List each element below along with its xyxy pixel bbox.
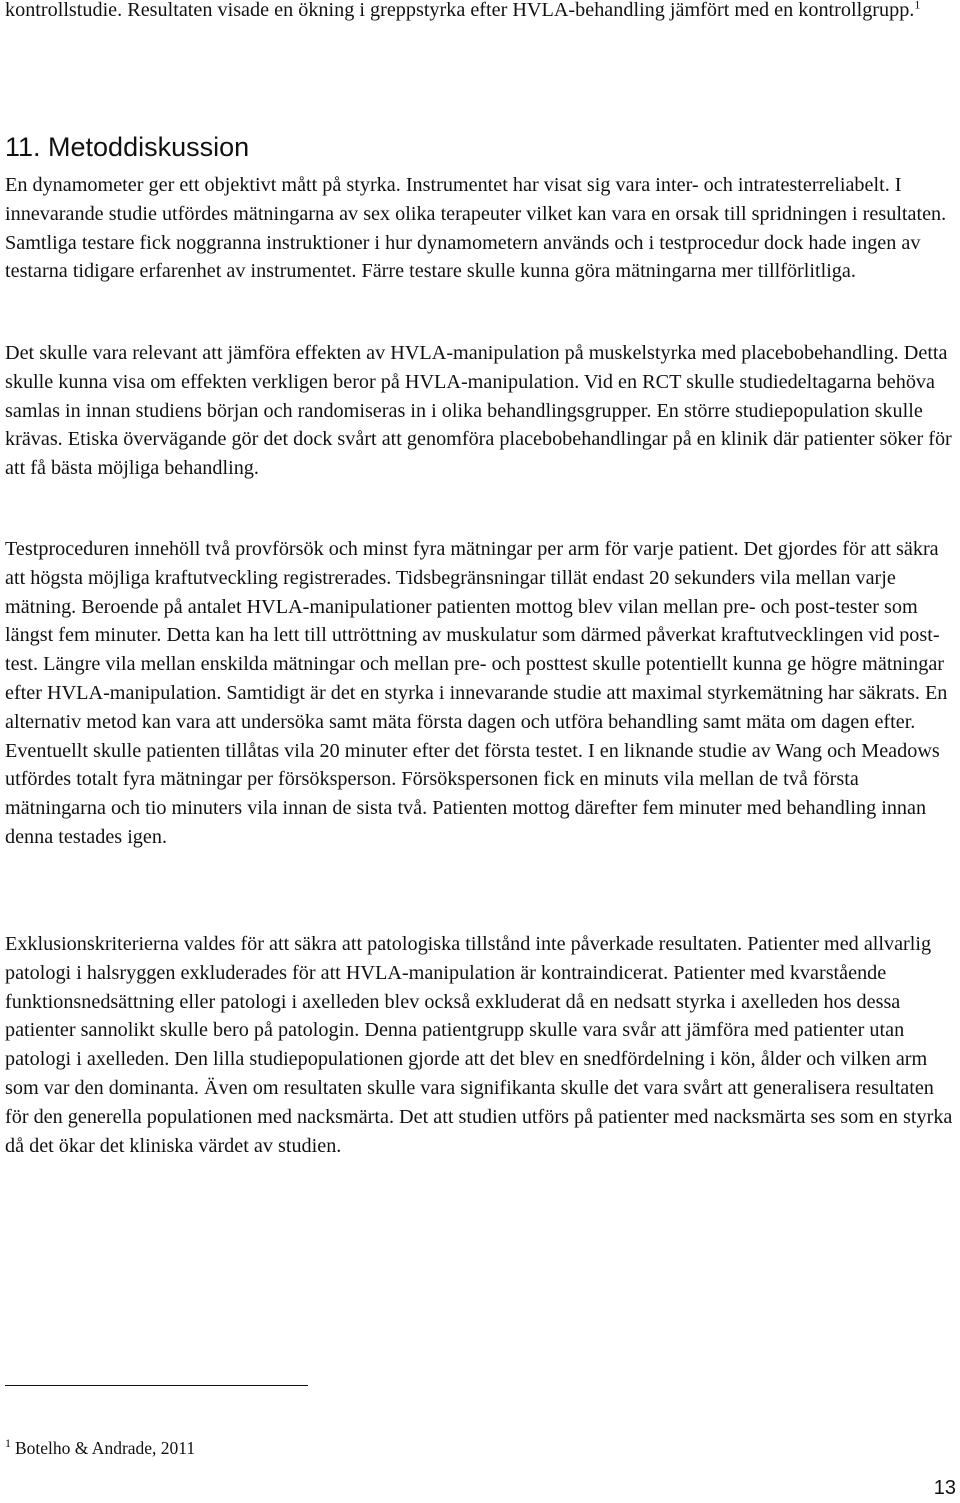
paragraph-test-procedure: Testproceduren innehöll två provförsök och minst fyra mätningar per arm för varje patient. Det gjordes för att säkra att högsta möjliga kraftutveckling registrerades. Tidsbegränsningar tillät endast 20 sekunders vila mellan varje mätning. Beroende på antalet HVLA-manipulationer patienten mottog blev vilan mellan pre- och post-tester som längst fem minuter. Detta kan ha lett till uttröttning av muskulatur som därmed påverkat kraftutvecklingen vid post-test. Längre vila mellan enskilda mätningar och mellan pre- och posttest skulle potentiellt kunna ge högre mätningar efter HVLA-manipulation. Samtidigt är det en styrka i innevarande studie att maximal styrkemätning har säkrats. En alternativ metod kan vara att undersöka samt mäta första dagen och utföra behandling samt mäta om dagen efter. Eventuellt skulle patienten tillåtas vila 20 minuter efter det första testet. I en liknande studie av Wang och Meadows utfördes totalt fyra mätningar per försöksperson. Försökspersonen fick en minuts vila mellan de två första mätningarna och tio minuters vila innan de sista två. Patienten mottog därefter fem minuter med behandling innan denna testades igen. [5,538,948,848]
paragraph-placebo-comparison: Det skulle vara relevant att jämföra effekten av HVLA-manipulation på muskelstyrka med placebobehandling. Detta skulle kunna visa om effekten verkligen beror på HVLA-manipulation. Vid en RCT skulle studiedeltagarna behöva samlas in innan studiens början och randomiseras in i olika behandlingsgrupper. En större studiepopulation skulle krävas. Etiska övervägande gör det dock svårt att genomföra placebobehandlingar på en klinik där patienter söker för att få bästa möjliga behandling. [5,342,952,480]
footnote-text: Botelho & Andrade, 2011 [15,1438,196,1458]
intro-paragraph [5,0,955,25]
footnote-reference: 1 [914,0,921,12]
page-number: 13 [933,1477,956,1499]
section-heading: 11. Metoddiskussion [5,132,250,162]
footnote [5,1436,195,1460]
paragraph-exclusion-criteria: Exklusionskriterierna valdes för att säkra att patologiska tillstånd inte påverkade resultaten. Patienter med allvarlig patologi i halsryggen exkluderades för att HVLA-manipulation är kontraindicerat. Patienter med kvarstående funktionsnedsättning eller patologi i axelleden blev också exkluderat då en nedsatt styrka i axelleden hos dessa patienter sannolikt skulle bero på patologin. Denna patientgrupp skulle vara svår att jämföra med patienter utan patologi i axelleden. Den lilla studiepopulationen gjorde att det blev en snedfördelning i kön, ålder och vilken arm som var den dominanta. Även om resultaten skulle vara signifikanta skulle det vara svårt att generalisera resultaten för den generella populationen med nacksmärta. Det att studien utförs på patienter med nacksmärta ses som en styrka då det ökar det kliniska värdet av studien. [5,933,953,1157]
intro-paragraph-text: kontrollstudie. Resultaten visade en ökning i greppstyrka efter HVLA-behandling jämfört med en kontrollgrupp. [5,0,915,21]
footnote-mark: 1 [5,1436,11,1451]
footnote-divider [5,1385,308,1386]
paragraph-method-reliability: En dynamometer ger ett objektivt mått på styrka. Instrumentet har visat sig vara inter- och intratesterreliabelt. I innevarande studie utfördes mätningarna av sex olika terapeuter vilket kan vara en orsak till spridningen i resultaten. Samtliga testare fick noggranna instruktioner i hur dynamometern används och i testprocedur dock hade ingen av testarna tidigare erfarenhet av instrumentet. Färre testare skulle kunna göra mätningarna mer tillförlitliga. [5,174,947,283]
